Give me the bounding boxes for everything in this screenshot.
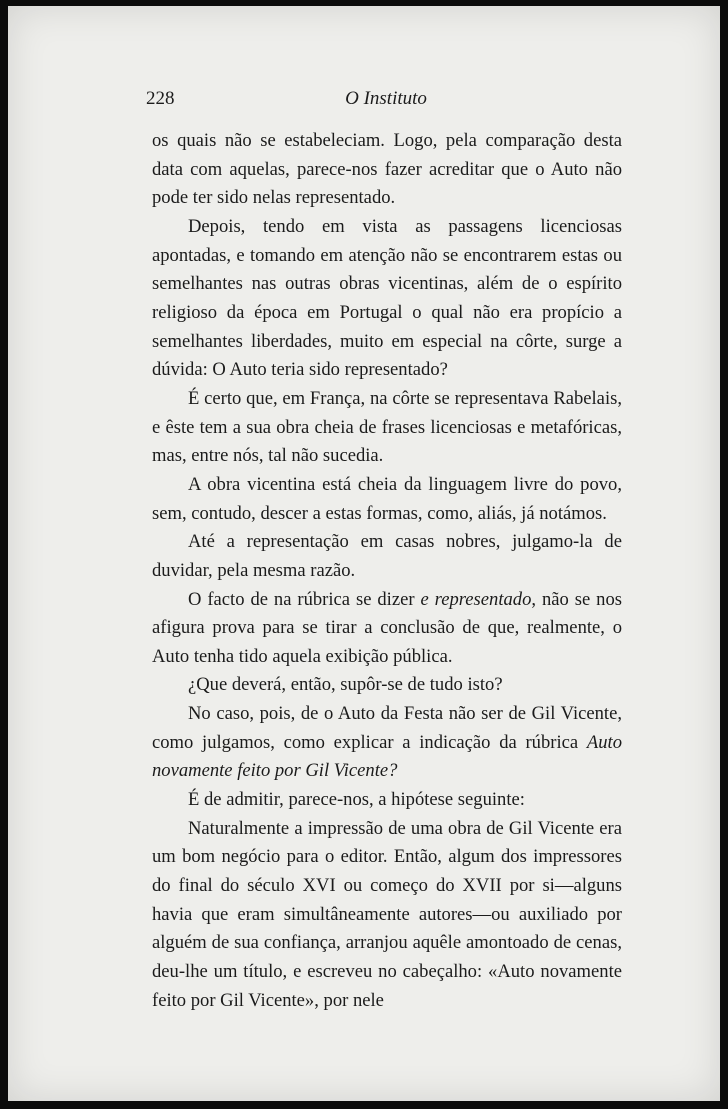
paragraph-8 [152, 700, 622, 786]
paragraph-6-end: , não se nos afigura prova para se tirar a conclusão de que, realmente, o Auto tenha tido aquela exibição pública. [152, 588, 623, 667]
paragraph-9: É de admitir, parece-nos, a hipótese seguinte: [188, 789, 525, 811]
body-text [152, 127, 622, 1015]
running-title: O Instituto [345, 88, 427, 109]
paragraph-4: A obra vicentina está cheia da linguagem livre do povo, sem, contudo, descer a estas formas, como, aliás, já notámos. [152, 473, 622, 524]
page-header [146, 88, 626, 116]
page-number: 228 [146, 88, 175, 109]
paragraph-8-start: No caso, pois, de o Auto da Festa não ser de Gil Vicente, como julgamos, como explicar a indicação da rúbrica [152, 703, 622, 753]
paragraph-2: Depois, tendo em vista as passagens licenciosas apontadas, e tomando em atenção não se encontrarem estas ou semelhantes nas outras obras vicentinas, além de o espírito religioso da época em Portugal o qual não era propício a semelhantes liberdades, muito em especial na côrte, surge a dúvida: O Auto teria sido representado? [152, 215, 622, 381]
paragraph-7: ¿Que deverá, então, supôr-se de tudo isto? [188, 674, 503, 696]
paragraph-8-italic: Auto novamente feito por Gil Vicente? [152, 731, 622, 782]
paragraph-1: os quais não se estabeleciam. Logo, pela comparação desta data com aquelas, parece-nos fazer acreditar que o Auto não pode ter sido nelas representado. [152, 130, 622, 209]
paragraph-6-italic: e representado [420, 588, 532, 610]
paragraph-6 [152, 586, 622, 672]
paragraph-3: É certo que, em França, na côrte se representava Rabelais, e êste tem a sua obra cheia de frases licenciosas e metafóricas, mas, entre nós, tal não sucedia. [152, 387, 622, 467]
paragraph-6-start: O facto de na rúbrica se dizer [188, 588, 421, 610]
paragraph-10: Naturalmente a impressão de uma obra de Gil Vicente era um bom negócio para o editor. Então, algum dos impressores do final do século XVI ou começo do XVII por si—alguns havia que eram simultâneamente autores—ou auxiliado por alguém de sua confiança, arranjou aquêle amontoado de cenas, deu-lhe um título, e escreveu no cabeçalho: «Auto novamente feito por Gil Vicente», por nele [152, 817, 622, 1011]
paragraph-5: Até a representação em casas nobres, julgamo-la de duvidar, pela mesma razão. [152, 531, 622, 581]
